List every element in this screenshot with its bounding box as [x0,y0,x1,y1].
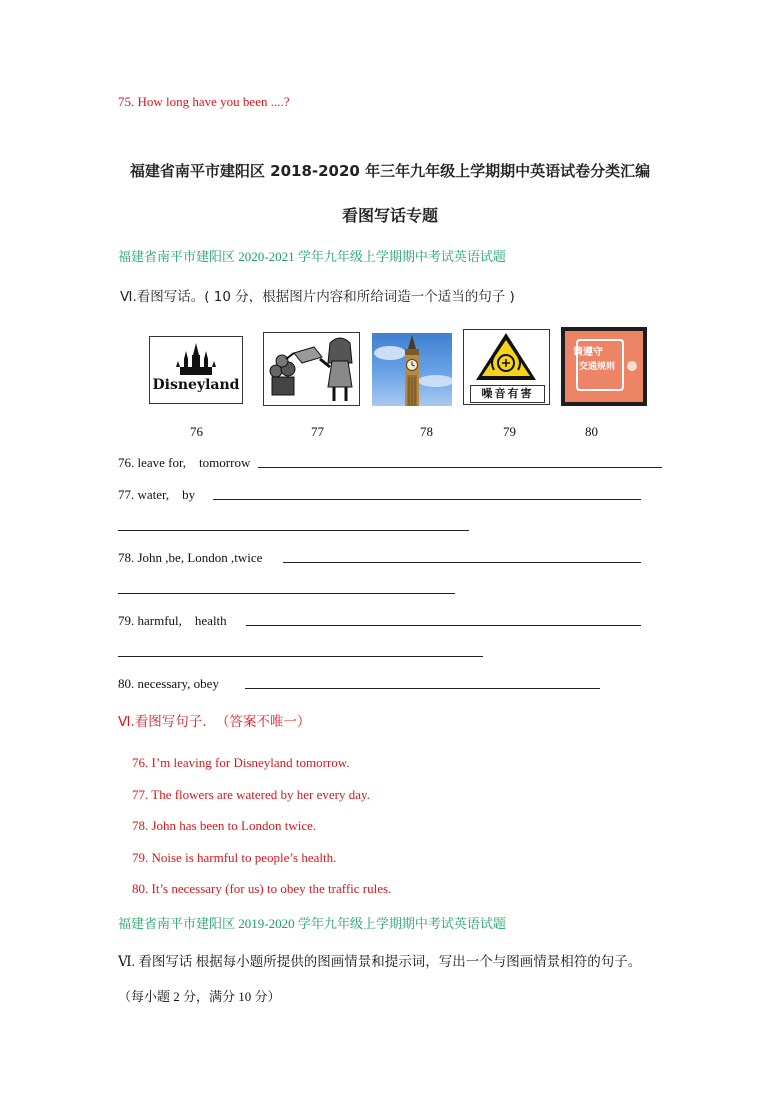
question-75: 75. How long have you been ....? [118,94,290,109]
picture-number-78: 78 [420,424,433,439]
answer-line-77b[interactable] [118,530,469,531]
instruction-2-score: （每小题 2 分，满分 10 分） [118,989,281,1004]
big-ben-picture [372,333,452,406]
instruction: Ⅵ.看图写话。( 10 分，根据图片内容和所给词造一个适当的句子 ) [120,289,515,305]
disneyland-logo-text: Disneyland [152,377,240,393]
question-78: 78. John ,be, London ,twice [118,550,263,565]
answer-line-76[interactable] [258,467,662,468]
castle-icon [150,337,242,403]
answer-heading [118,710,310,730]
picture-number-80: 80 [585,424,598,439]
traffic-rules-picture [561,327,647,406]
answer-line-78[interactable] [283,562,641,563]
girl-watering-icon [264,333,359,405]
answer-line-78b[interactable] [118,593,455,594]
clock-tower-icon [372,333,452,406]
picture-number-77: 77 [311,424,324,439]
page-subtitle: 看图写话专题 [341,206,438,225]
noise-sign-label: 噪音有害 [470,385,545,403]
answer-line-79b[interactable] [118,656,483,657]
answer-heading-text: Ⅵ.看图写句子. [118,714,207,730]
picture-number-76: 76 [190,424,203,439]
answer-note: （答案不唯一） [215,714,311,729]
source-heading-1: 福建省南平市建阳区 2020-2021 学年九年级上学期期中考试英语试题 [118,249,506,264]
source-heading-2: 福建省南平市建阳区 2019-2020 学年九年级上学期期中考试英语试题 [118,916,506,931]
disneyland-picture [149,336,243,404]
answer-77: 77. The flowers are watered by her every day. [132,787,370,802]
instruction-2: Ⅵ. 看图写话 根据每小题所提供的图画情景和提示词，写出一个与图画情景相符的句子。 [118,954,642,969]
answer-79: 79. Noise is harmful to people’s health. [132,850,337,865]
answer-76: 76. I’m leaving for Disneyland tomorrow. [132,755,350,770]
answer-78: 78. John has been to London twice. [132,818,317,833]
picture-number-79: 79 [503,424,516,439]
answer-line-80[interactable] [245,688,600,689]
question-80: 80. necessary, obey [118,676,219,691]
traffic-sign-bottom: 交通规则 [579,362,616,372]
answer-line-77[interactable] [213,499,641,500]
answer-line-79[interactable] [246,625,641,626]
watering-picture [263,332,360,406]
traffic-sign-top: 请遵守 [573,347,603,358]
question-79: 79. harmful, health [118,613,227,628]
warning-triangle-icon [464,330,549,384]
page-title: 福建省南平市建阳区 2018-2020 年三年九年级上学期期中英语试卷分类汇编 [129,162,651,180]
noise-warning-picture [463,329,550,405]
question-77: 77. water, by [118,487,196,502]
question-76: 76. leave for, tomorrow [118,455,251,470]
answer-80: 80. It’s necessary (for us) to obey the traffic rules. [132,881,392,896]
